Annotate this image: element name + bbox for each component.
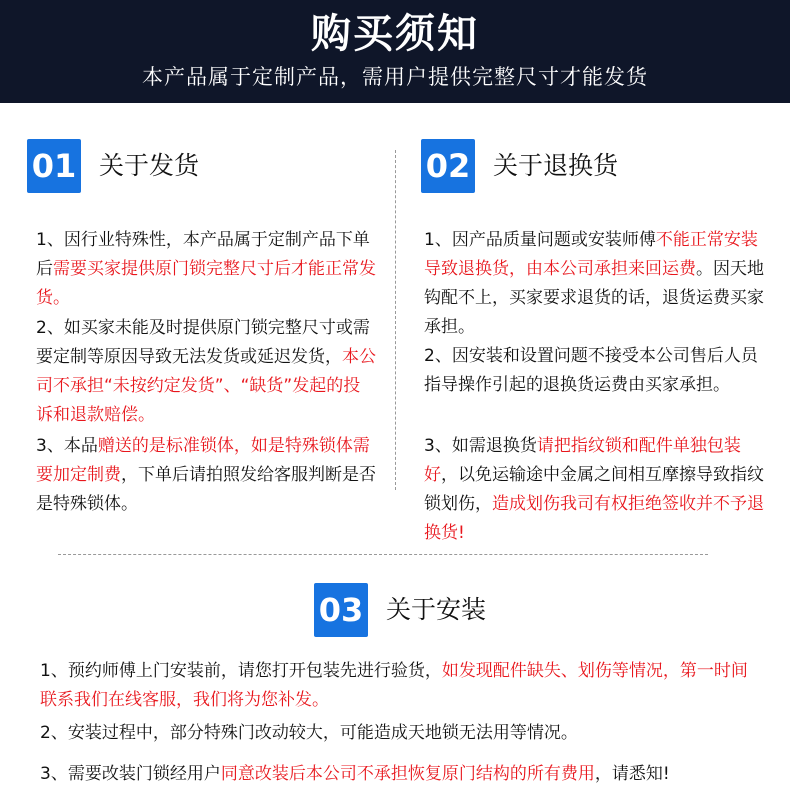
section-header-installation	[314, 583, 514, 639]
note-text: 1、因行业特殊性，本产品属于定制产品下单后	[36, 230, 370, 279]
note-text: 2、安装过程中，部分特殊门改动较大，可能造成天地锁无法用等情况。	[40, 723, 578, 743]
page-subtitle: 本产品属于定制产品，需用户提供完整尺寸才能发货	[142, 65, 648, 89]
note-text: 3、如需退换货	[424, 436, 537, 456]
shipping-note-3	[36, 432, 376, 519]
note-text: ，以免运输途中金属之间相互摩擦导致指纹锁划伤，	[424, 465, 764, 514]
note-text: 1、因产品质量问题或安装师傅	[424, 230, 656, 250]
section-title: 关于安装	[386, 595, 487, 624]
horizontal-divider	[58, 554, 708, 555]
note-highlight: 不能正常安装导致退换货，由本公司承担来回运费	[424, 230, 758, 279]
note-highlight: 同意改装后本公司不承担恢复原门结构的所有费用	[220, 764, 595, 784]
note-text: 1、预约师傅上门安装前，请您打开包装先进行验货，	[40, 661, 442, 681]
note-highlight: 赠送的是标准锁体，如是特殊锁体需要加定制费	[36, 436, 370, 485]
section-header-shipping	[27, 139, 367, 195]
note-text: 3、本品	[36, 436, 98, 456]
returns-note-3	[424, 432, 764, 548]
section-title: 关于发货	[99, 151, 200, 180]
note-text: 2、因安装和设置问题不接受本公司售后人员指导操作引起的退换货运费由买家承担。	[424, 346, 758, 395]
note-highlight: 如发现配件缺失、划伤等情况，	[441, 661, 680, 681]
section-header-returns	[421, 139, 761, 195]
note-text: ，下单后请拍照发给客服判断是否是特殊锁体。	[36, 465, 376, 514]
note-highlight: 请把指纹锁和配件单独包装好	[424, 436, 741, 485]
page-title: 购买须知	[311, 11, 479, 57]
note-text: 3、需要改装门锁经用户	[40, 764, 221, 784]
section-number-badge: 02	[421, 139, 475, 193]
section-title: 关于退换货	[493, 151, 619, 180]
returns-note-1	[424, 226, 764, 342]
section-number-badge: 03	[314, 583, 368, 637]
section-number-badge: 01	[27, 139, 81, 193]
shipping-note-1	[36, 226, 376, 313]
note-highlight: 第一时间联系我们在线客服，我们将为您补发。	[40, 661, 748, 710]
install-note-3	[40, 760, 670, 789]
header-banner	[0, 0, 790, 103]
note-highlight: 造成划伤我司有权拒绝签收并不予退换货!	[424, 494, 764, 543]
shipping-note-2	[36, 314, 376, 430]
note-text: 。因天地钩配不上，买家要求退货的话，退货运费买家承担。	[424, 259, 764, 337]
returns-note-2	[424, 342, 764, 400]
install-note-1	[40, 657, 760, 715]
note-text: 2、如买家未能及时提供原门锁完整尺寸或需要定制等原因导致无法发货或延迟发货，	[36, 318, 370, 367]
vertical-divider	[395, 150, 396, 490]
note-highlight: 本公司不承担“未按约定发货”、“缺货”发起的投诉和退款赔偿。	[36, 347, 376, 425]
note-text: ，请悉知!	[594, 764, 670, 784]
note-highlight: 需要买家提供原门锁完整尺寸后才能正常发货。	[36, 259, 376, 308]
install-note-2	[40, 719, 578, 748]
